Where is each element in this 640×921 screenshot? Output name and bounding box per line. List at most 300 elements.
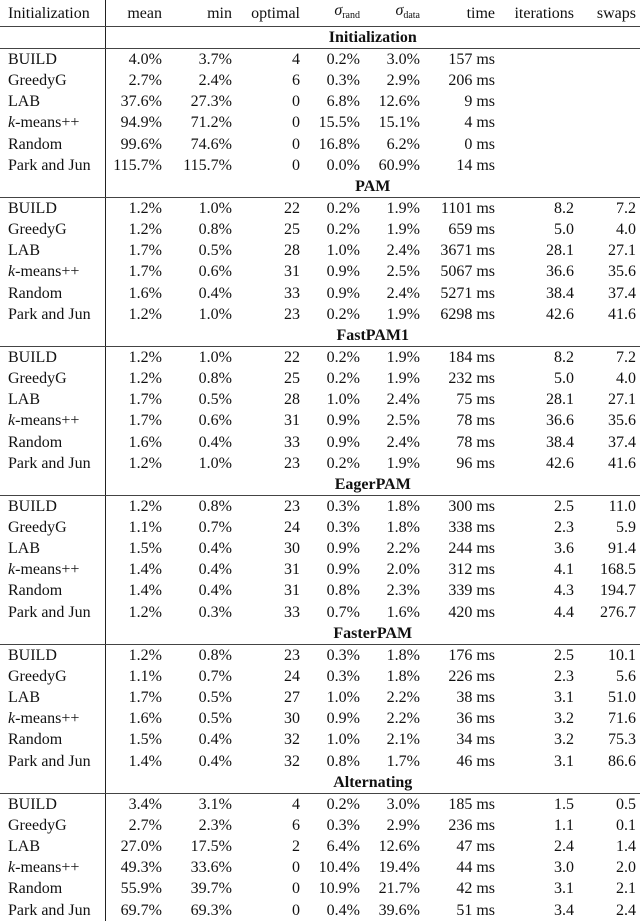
col-header-sigma-data (364, 0, 424, 27)
cell-swaps (578, 91, 640, 112)
cell-optimal: 25 (284, 221, 300, 239)
cell-time: 47 ms (456, 837, 495, 855)
cell-mean: 1.2% (128, 199, 162, 217)
cell-sigma-data: 1.8% (386, 518, 420, 536)
table-row (0, 517, 640, 538)
cell-iterations: 36.6 (546, 263, 574, 281)
cell-sigma-rand: 0.9% (326, 540, 360, 558)
cell-label: Random (0, 878, 105, 899)
table-row (0, 878, 640, 899)
cell-min: 2.3% (198, 816, 232, 834)
cell-label: k-means++ (0, 410, 105, 431)
cell-swaps: 35.6 (608, 412, 636, 430)
table-row (0, 899, 640, 920)
table-row (0, 857, 640, 878)
cell-min: 0.5% (198, 710, 232, 728)
cell-min: 1.0% (198, 199, 232, 217)
cell-min: 0.8% (198, 646, 232, 664)
cell-swaps: 10.1 (608, 646, 636, 664)
cell-iterations: 28.1 (546, 391, 574, 409)
cell-min: 0.5% (198, 391, 232, 409)
cell-swaps: 91.4 (608, 540, 636, 558)
cell-optimal: 0 (292, 93, 300, 111)
table-row (0, 793, 640, 815)
cell-sigma-rand: 0.2% (326, 348, 360, 366)
cell-mean: 1.2% (128, 603, 162, 621)
cell-iterations: 38.4 (546, 433, 574, 451)
cell-label: LAB (0, 687, 105, 708)
cell-mean: 1.2% (128, 454, 162, 472)
cell-swaps: 0.5 (616, 795, 636, 813)
cell-time: 42 ms (456, 880, 495, 898)
cell-time: 96 ms (456, 454, 495, 472)
cell-time: 36 ms (456, 710, 495, 728)
table-row (0, 559, 640, 580)
cell-label: LAB (0, 389, 105, 410)
cell-mean: 1.4% (128, 752, 162, 770)
cell-optimal: 32 (284, 731, 300, 749)
cell-swaps: 2.0 (616, 859, 636, 877)
cell-optimal: 23 (284, 454, 300, 472)
cell-iterations: 4.1 (554, 561, 574, 579)
cell-iterations: 2.3 (554, 667, 574, 685)
cell-min: 3.1% (198, 795, 232, 813)
cell-sigma-data: 1.8% (386, 646, 420, 664)
cell-sigma-rand: 0.4% (326, 901, 360, 919)
cell-sigma-data: 2.4% (386, 242, 420, 260)
cell-mean: 2.7% (128, 72, 162, 90)
cell-mean: 1.7% (128, 412, 162, 430)
cell-iterations: 2.4 (554, 837, 574, 855)
cell-sigma-rand: 10.4% (318, 859, 360, 877)
table-row (0, 112, 640, 133)
cell-optimal: 31 (284, 412, 300, 430)
col-header-mean: mean (105, 0, 166, 27)
table-row (0, 219, 640, 240)
cell-min: 115.7% (183, 156, 232, 174)
cell-optimal: 25 (284, 369, 300, 387)
cell-iterations (499, 155, 578, 176)
cell-time: 34 ms (456, 731, 495, 749)
cell-swaps: 27.1 (608, 391, 636, 409)
section-header-row (0, 474, 640, 496)
cell-label: LAB (0, 91, 105, 112)
cell-iterations: 36.6 (546, 412, 574, 430)
cell-optimal: 6 (292, 816, 300, 834)
cell-swaps (578, 112, 640, 133)
table-row (0, 197, 640, 219)
cell-time: 4 ms (464, 114, 495, 132)
cell-swaps (578, 134, 640, 155)
cell-swaps: 11.0 (608, 497, 636, 515)
cell-sigma-rand: 0.9% (326, 263, 360, 281)
cell-optimal: 0 (292, 880, 300, 898)
col-header-time: time (424, 0, 499, 27)
cell-optimal: 0 (292, 859, 300, 877)
cell-min: 0.4% (198, 284, 232, 302)
table-row (0, 580, 640, 601)
cell-mean: 2.7% (128, 816, 162, 834)
section-title: FasterPAM (105, 623, 640, 645)
cell-min: 0.4% (198, 752, 232, 770)
table-row (0, 70, 640, 91)
cell-optimal: 24 (284, 518, 300, 536)
cell-optimal: 27 (284, 689, 300, 707)
cell-swaps: 86.6 (608, 752, 636, 770)
cell-time: 14 ms (456, 156, 495, 174)
cell-optimal: 2 (292, 837, 300, 855)
section-title: FastPAM1 (105, 325, 640, 347)
cell-time: 5067 ms (440, 263, 495, 281)
cell-sigma-data: 2.2% (386, 710, 420, 728)
cell-sigma-rand: 0.9% (326, 433, 360, 451)
cell-iterations: 42.6 (546, 454, 574, 472)
cell-time: 75 ms (456, 391, 495, 409)
table-row (0, 729, 640, 750)
cell-label: BUILD (0, 644, 105, 666)
cell-iterations (499, 134, 578, 155)
cell-mean: 1.2% (128, 305, 162, 323)
cell-optimal: 31 (284, 263, 300, 281)
table-row (0, 134, 640, 155)
col-header-iterations: iterations (499, 0, 578, 27)
table-row (0, 49, 640, 71)
cell-time: 184 ms (448, 348, 495, 366)
cell-label: BUILD (0, 197, 105, 219)
cell-time: 0 ms (464, 135, 495, 153)
cell-sigma-rand: 0.2% (326, 51, 360, 68)
cell-swaps (578, 70, 640, 91)
cell-iterations: 1.5 (554, 795, 574, 813)
cell-iterations: 4.3 (554, 582, 574, 600)
table-row (0, 283, 640, 304)
cell-optimal: 6 (292, 72, 300, 90)
cell-min: 1.0% (198, 348, 232, 366)
cell-sigma-rand: 0.3% (326, 518, 360, 536)
table-row (0, 410, 640, 431)
cell-iterations (499, 91, 578, 112)
section-header-row (0, 325, 640, 347)
cell-sigma-data: 1.9% (386, 199, 420, 217)
table-row (0, 155, 640, 176)
cell-swaps: 5.9 (616, 518, 636, 536)
cell-time: 300 ms (448, 497, 495, 515)
cell-iterations: 8.2 (554, 348, 574, 366)
cell-optimal: 33 (284, 284, 300, 302)
cell-time: 244 ms (448, 540, 495, 558)
cell-mean: 1.7% (128, 391, 162, 409)
cell-sigma-data: 1.7% (386, 752, 420, 770)
cell-sigma-rand: 0.3% (326, 646, 360, 664)
cell-swaps: 2.4 (616, 901, 636, 919)
section-title: Alternating (105, 772, 640, 794)
cell-min: 17.5% (190, 837, 232, 855)
cell-label: LAB (0, 240, 105, 261)
cell-sigma-data: 1.9% (386, 348, 420, 366)
cell-time: 5271 ms (440, 284, 495, 302)
cell-time: 420 ms (448, 603, 495, 621)
cell-swaps: 41.6 (608, 305, 636, 323)
italic-k: k (8, 710, 16, 728)
cell-optimal: 22 (284, 199, 300, 217)
section-title: Initialization (105, 27, 640, 49)
cell-sigma-rand: 0.3% (326, 72, 360, 90)
header-row (0, 0, 640, 27)
cell-mean: 1.6% (128, 433, 162, 451)
cell-mean: 1.2% (128, 221, 162, 239)
cell-min: 0.4% (198, 540, 232, 558)
cell-min: 0.3% (198, 603, 232, 621)
cell-min: 0.5% (198, 689, 232, 707)
cell-min: 74.6% (190, 135, 232, 153)
cell-sigma-data: 1.9% (386, 305, 420, 323)
sigma-rand-subscript: rand (342, 10, 360, 21)
cell-sigma-data: 3.0% (386, 795, 420, 813)
cell-mean: 55.9% (120, 880, 162, 898)
cell-iterations: 3.4 (554, 901, 574, 919)
table-row (0, 346, 640, 368)
cell-label: k-means++ (0, 112, 105, 133)
cell-time: 206 ms (448, 72, 495, 90)
italic-k: k (8, 114, 16, 132)
cell-iterations: 3.6 (554, 540, 574, 558)
table-row (0, 91, 640, 112)
cell-swaps (578, 155, 640, 176)
cell-iterations: 5.0 (554, 369, 574, 387)
col-header-swaps: swaps (578, 0, 640, 27)
cell-swaps: 2.1 (616, 880, 636, 898)
cell-iterations: 3.1 (554, 880, 574, 898)
cell-mean: 49.3% (120, 859, 162, 877)
cell-min: 33.6% (190, 859, 232, 877)
cell-sigma-data: 2.4% (386, 391, 420, 409)
cell-sigma-data: 39.6% (378, 901, 420, 919)
cell-swaps: 7.2 (616, 348, 636, 366)
cell-iterations: 3.1 (554, 752, 574, 770)
cell-sigma-rand: 0.9% (326, 284, 360, 302)
cell-time: 176 ms (448, 646, 495, 664)
cell-time: 338 ms (448, 518, 495, 536)
table-body (0, 27, 640, 921)
cell-label: Random (0, 729, 105, 750)
section-header-row (0, 772, 640, 794)
cell-optimal: 33 (284, 603, 300, 621)
cell-label: GreedyG (0, 70, 105, 91)
cell-optimal: 32 (284, 752, 300, 770)
cell-sigma-data: 1.9% (386, 454, 420, 472)
cell-min: 0.4% (198, 731, 232, 749)
cell-sigma-rand: 0.2% (326, 454, 360, 472)
cell-sigma-rand: 6.4% (326, 837, 360, 855)
cell-sigma-rand: 0.3% (326, 497, 360, 515)
cell-min: 0.4% (198, 582, 232, 600)
cell-label: k-means++ (0, 708, 105, 729)
cell-swaps: 4.0 (616, 369, 636, 387)
cell-label: k-means++ (0, 857, 105, 878)
cell-mean: 1.2% (128, 369, 162, 387)
cell-mean: 1.5% (128, 731, 162, 749)
table-row (0, 240, 640, 261)
col-header-optimal: optimal (236, 0, 304, 27)
table-row (0, 304, 640, 325)
cell-label: LAB (0, 538, 105, 559)
cell-time: 46 ms (456, 752, 495, 770)
table-row (0, 815, 640, 836)
cell-swaps: 4.0 (616, 221, 636, 239)
cell-min: 1.0% (198, 305, 232, 323)
cell-sigma-rand: 0.3% (326, 667, 360, 685)
cell-swaps (578, 49, 640, 71)
cell-time: 185 ms (448, 795, 495, 813)
section-label-cell (0, 325, 105, 347)
cell-sigma-data: 1.8% (386, 667, 420, 685)
cell-optimal: 0 (292, 135, 300, 153)
section-label-cell (0, 474, 105, 496)
cell-label: Random (0, 134, 105, 155)
cell-optimal: 4 (292, 795, 300, 813)
cell-time: 339 ms (448, 582, 495, 600)
cell-swaps: 276.7 (600, 603, 636, 621)
cell-mean: 69.7% (120, 901, 162, 919)
cell-sigma-data: 2.5% (386, 412, 420, 430)
cell-sigma-data: 2.2% (386, 540, 420, 558)
cell-optimal: 30 (284, 540, 300, 558)
cell-sigma-data: 2.3% (386, 582, 420, 600)
cell-sigma-data: 21.7% (378, 880, 420, 898)
section-header-row (0, 623, 640, 645)
section-header-row (0, 27, 640, 49)
section-label-cell (0, 623, 105, 645)
cell-iterations (499, 112, 578, 133)
cell-iterations: 2.5 (554, 646, 574, 664)
cell-mean: 1.1% (128, 518, 162, 536)
cell-iterations: 5.0 (554, 221, 574, 239)
table-row (0, 602, 640, 623)
cell-time: 78 ms (456, 412, 495, 430)
cell-time: 157 ms (448, 51, 495, 68)
cell-swaps: 168.5 (600, 561, 636, 579)
col-header-initialization: Initialization (0, 0, 105, 27)
cell-sigma-data: 19.4% (378, 859, 420, 877)
cell-mean: 99.6% (120, 135, 162, 153)
cell-label: k-means++ (0, 261, 105, 282)
cell-iterations: 3.1 (554, 689, 574, 707)
cell-iterations (499, 70, 578, 91)
sigma-data-subscript: data (403, 10, 420, 21)
cell-mean: 1.1% (128, 667, 162, 685)
cell-sigma-rand: 1.0% (326, 689, 360, 707)
cell-sigma-data: 1.8% (386, 497, 420, 515)
cell-sigma-rand: 0.3% (326, 816, 360, 834)
cell-optimal: 0 (292, 114, 300, 132)
section-title: EagerPAM (105, 474, 640, 496)
cell-label: LAB (0, 836, 105, 857)
cell-min: 1.0% (198, 454, 232, 472)
cell-optimal: 28 (284, 391, 300, 409)
cell-sigma-rand: 1.0% (326, 242, 360, 260)
cell-label: Random (0, 283, 105, 304)
cell-label: GreedyG (0, 815, 105, 836)
table-row (0, 368, 640, 389)
cell-sigma-data: 15.1% (378, 114, 420, 132)
cell-mean: 115.7% (113, 156, 162, 174)
cell-iterations: 28.1 (546, 242, 574, 260)
cell-time: 78 ms (456, 433, 495, 451)
cell-swaps: 71.6 (608, 710, 636, 728)
cell-sigma-data: 12.6% (378, 837, 420, 855)
cell-sigma-rand: 0.2% (326, 305, 360, 323)
cell-min: 0.4% (198, 561, 232, 579)
cell-min: 0.6% (198, 412, 232, 430)
cell-min: 0.7% (198, 518, 232, 536)
cell-mean: 3.4% (128, 795, 162, 813)
col-header-min: min (166, 0, 236, 27)
cell-mean: 1.2% (128, 646, 162, 664)
cell-sigma-data: 6.2% (386, 135, 420, 153)
cell-min: 0.6% (198, 263, 232, 281)
cell-label: Random (0, 431, 105, 452)
cell-min: 0.7% (198, 667, 232, 685)
cell-swaps: 51.0 (608, 689, 636, 707)
cell-label: GreedyG (0, 666, 105, 687)
cell-label: BUILD (0, 346, 105, 368)
cell-label: Park and Jun (0, 899, 105, 920)
cell-swaps: 41.6 (608, 454, 636, 472)
sigma-symbol: σ (395, 2, 404, 19)
cell-iterations: 38.4 (546, 284, 574, 302)
cell-sigma-rand: 0.2% (326, 199, 360, 217)
cell-mean: 27.0% (120, 837, 162, 855)
cell-optimal: 31 (284, 561, 300, 579)
cell-label: GreedyG (0, 368, 105, 389)
table-row (0, 836, 640, 857)
cell-time: 232 ms (448, 369, 495, 387)
cell-swaps: 37.4 (608, 433, 636, 451)
cell-sigma-rand: 0.2% (326, 795, 360, 813)
cell-sigma-rand: 10.9% (318, 880, 360, 898)
cell-min: 39.7% (190, 880, 232, 898)
cell-sigma-data: 2.9% (386, 72, 420, 90)
sigma-symbol: σ (334, 2, 343, 19)
cell-min: 69.3% (190, 901, 232, 919)
table-row (0, 708, 640, 729)
cell-time: 44 ms (456, 859, 495, 877)
section-title: PAM (105, 176, 640, 198)
cell-time: 1101 ms (440, 199, 495, 217)
table-row (0, 666, 640, 687)
italic-k: k (8, 859, 16, 877)
cell-optimal: 33 (284, 433, 300, 451)
cell-mean: 1.6% (128, 284, 162, 302)
cell-sigma-data: 1.9% (386, 369, 420, 387)
cell-min: 27.3% (190, 93, 232, 111)
cell-label: BUILD (0, 793, 105, 815)
cell-sigma-data: 2.4% (386, 433, 420, 451)
cell-mean: 1.7% (128, 242, 162, 260)
cell-optimal: 28 (284, 242, 300, 260)
cell-mean: 1.2% (128, 348, 162, 366)
cell-time: 226 ms (448, 667, 495, 685)
cell-iterations: 2.3 (554, 518, 574, 536)
cell-optimal: 23 (284, 497, 300, 515)
cell-iterations: 4.4 (554, 603, 574, 621)
cell-swaps: 5.6 (616, 667, 636, 685)
cell-label: BUILD (0, 495, 105, 517)
cell-iterations (499, 49, 578, 71)
cell-sigma-rand: 0.8% (326, 752, 360, 770)
cell-iterations: 2.5 (554, 497, 574, 515)
cell-sigma-data: 2.4% (386, 284, 420, 302)
